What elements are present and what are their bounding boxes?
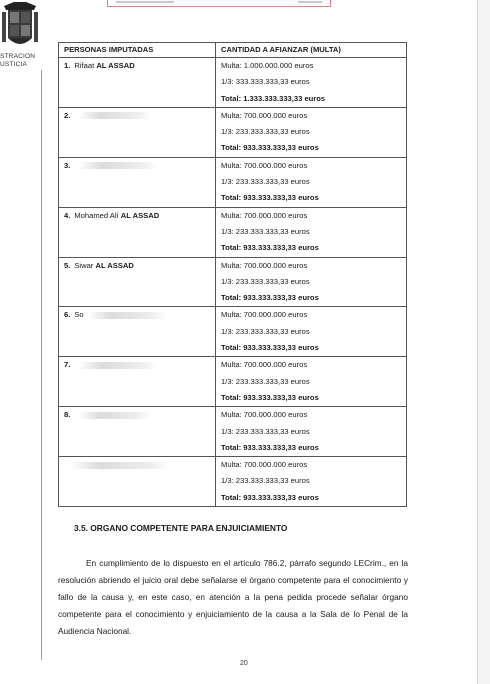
person-cell <box>59 107 216 157</box>
amount-cell <box>216 407 407 457</box>
row-number: 5. <box>64 260 71 270</box>
table-row <box>59 457 407 507</box>
row-number: 1. <box>64 61 71 70</box>
table-row <box>59 58 407 108</box>
column-header-persons: PERSONAS IMPUTADAS <box>59 43 216 58</box>
table-row <box>59 307 407 357</box>
fine-amount: Multa: 700.000.000 euros <box>221 410 308 420</box>
row-number: 3. <box>64 160 71 170</box>
fine-amount: Multa: 700.000.000 euros <box>221 110 308 120</box>
fine-amount: Multa: 700.000.000 euros <box>221 310 308 320</box>
total-amount: Total: 933.333.333,33 euros <box>221 492 319 502</box>
page-edge <box>477 0 490 684</box>
fine-amount: Multa: 700.000.000 euros <box>221 160 308 170</box>
redacted-name <box>78 112 150 119</box>
third-amount: 1/3: 233.333.333,33 euros <box>221 376 310 386</box>
third-amount: 1/3: 233.333.333,33 euros <box>221 226 310 236</box>
fine-amount: Multa: 700.000.000 euros <box>221 260 308 270</box>
total-amount: Total: 933.333.333,33 euros <box>221 343 319 353</box>
table-row <box>59 257 407 307</box>
section-title: 3.5. ORGANO COMPETENTE PARA ENJUICIAMIENTO <box>74 523 288 533</box>
fine-amount: Multa: 1.000.000.000 euros <box>221 61 314 70</box>
amount-cell <box>216 357 407 407</box>
amount-cell <box>216 457 407 507</box>
section-paragraph-text: En cumplimiento de lo dispuesto en el artículo 786.2, párrafo segundo LECrim., en la resolución abriendo el juicio oral debe señalarse el órgano competente para el conocimiento y fallo de la causa y, en este caso, en atención a la pena pedida procede señalar órgano competente para el conocimiento y enjuiciamiento de la causa a la Sala de lo Penal de la Audiencia Nacional. <box>58 558 408 636</box>
total-amount: Total: 1.333.333.333,33 euros <box>221 93 326 103</box>
total-amount: Total: 933.333.333,33 euros <box>221 293 319 303</box>
person-surname: AL ASSAD <box>95 260 134 270</box>
person-surname: AL ASSAD <box>96 61 135 70</box>
person-cell <box>59 157 216 207</box>
fine-amount: Multa: 700.000.000 euros <box>221 210 308 220</box>
third-amount: 1/3: 233.333.333,33 euros <box>221 326 310 336</box>
redacted-name <box>78 162 158 169</box>
total-amount: Total: 933.333.333,33 euros <box>221 193 319 203</box>
redacted-name <box>70 462 170 469</box>
third-amount: 1/3: 333.333.333,33 euros <box>221 77 310 87</box>
amount-cell <box>216 157 407 207</box>
row-number: 4. <box>64 210 71 220</box>
person-cell <box>59 207 216 257</box>
column-header-amount: CANTIDAD A AFIANZAR (MULTA) <box>216 43 407 58</box>
amount-cell <box>216 307 407 357</box>
page-number: 20 <box>240 660 248 667</box>
third-amount: 1/3: 233.333.333,33 euros <box>221 426 310 436</box>
person-cell <box>59 257 216 307</box>
table-row <box>59 357 407 407</box>
fine-amount: Multa: 700.000.000 euros <box>221 460 308 470</box>
person-name: Mohamed Alí <box>74 210 119 220</box>
section-paragraph <box>58 555 408 640</box>
person-cell <box>59 457 216 507</box>
third-amount: 1/3: 233.333.333,33 euros <box>221 476 310 486</box>
person-name: Siwar <box>74 260 94 270</box>
person-cell <box>59 307 216 357</box>
redacted-name <box>78 412 152 419</box>
person-cell <box>59 407 216 457</box>
amount-cell <box>216 257 407 307</box>
table-row <box>59 407 407 457</box>
person-cell <box>59 357 216 407</box>
table-row <box>59 157 407 207</box>
third-amount: 1/3: 233.333.333,33 euros <box>221 276 310 286</box>
logo-text-line2: USTICIA <box>0 61 28 68</box>
row-number: 6. <box>64 310 71 320</box>
total-amount: Total: 933.333.333,33 euros <box>221 243 319 253</box>
row-number: 8. <box>64 410 71 420</box>
row-number: 2. <box>64 110 71 120</box>
total-amount: Total: 933.333.333,33 euros <box>221 442 319 452</box>
header-stamp-box <box>107 0 331 7</box>
person-surname: AL ASSAD <box>120 210 160 220</box>
fine-amount: Multa: 700.000.000 euros <box>221 360 308 370</box>
table-row <box>59 207 407 257</box>
total-amount: Total: 933.333.333,33 euros <box>221 143 319 153</box>
row-number: 7. <box>64 360 71 370</box>
third-amount: 1/3: 233.333.333,33 euros <box>221 177 310 187</box>
redacted-name <box>88 312 166 319</box>
person-name: Rifaat <box>74 61 95 70</box>
margin-line <box>41 70 42 660</box>
total-amount: Total: 933.333.333,33 euros <box>221 392 319 402</box>
amount-cell <box>216 58 407 108</box>
person-name: So <box>74 310 84 320</box>
person-cell <box>59 58 216 108</box>
penalties-table <box>58 42 407 507</box>
amount-cell <box>216 207 407 257</box>
third-amount: 1/3: 233.333.333,33 euros <box>221 127 310 137</box>
table-row <box>59 107 407 157</box>
amount-cell <box>216 107 407 157</box>
logo-text-line1: STRACION <box>0 53 36 60</box>
redacted-name <box>78 362 158 369</box>
